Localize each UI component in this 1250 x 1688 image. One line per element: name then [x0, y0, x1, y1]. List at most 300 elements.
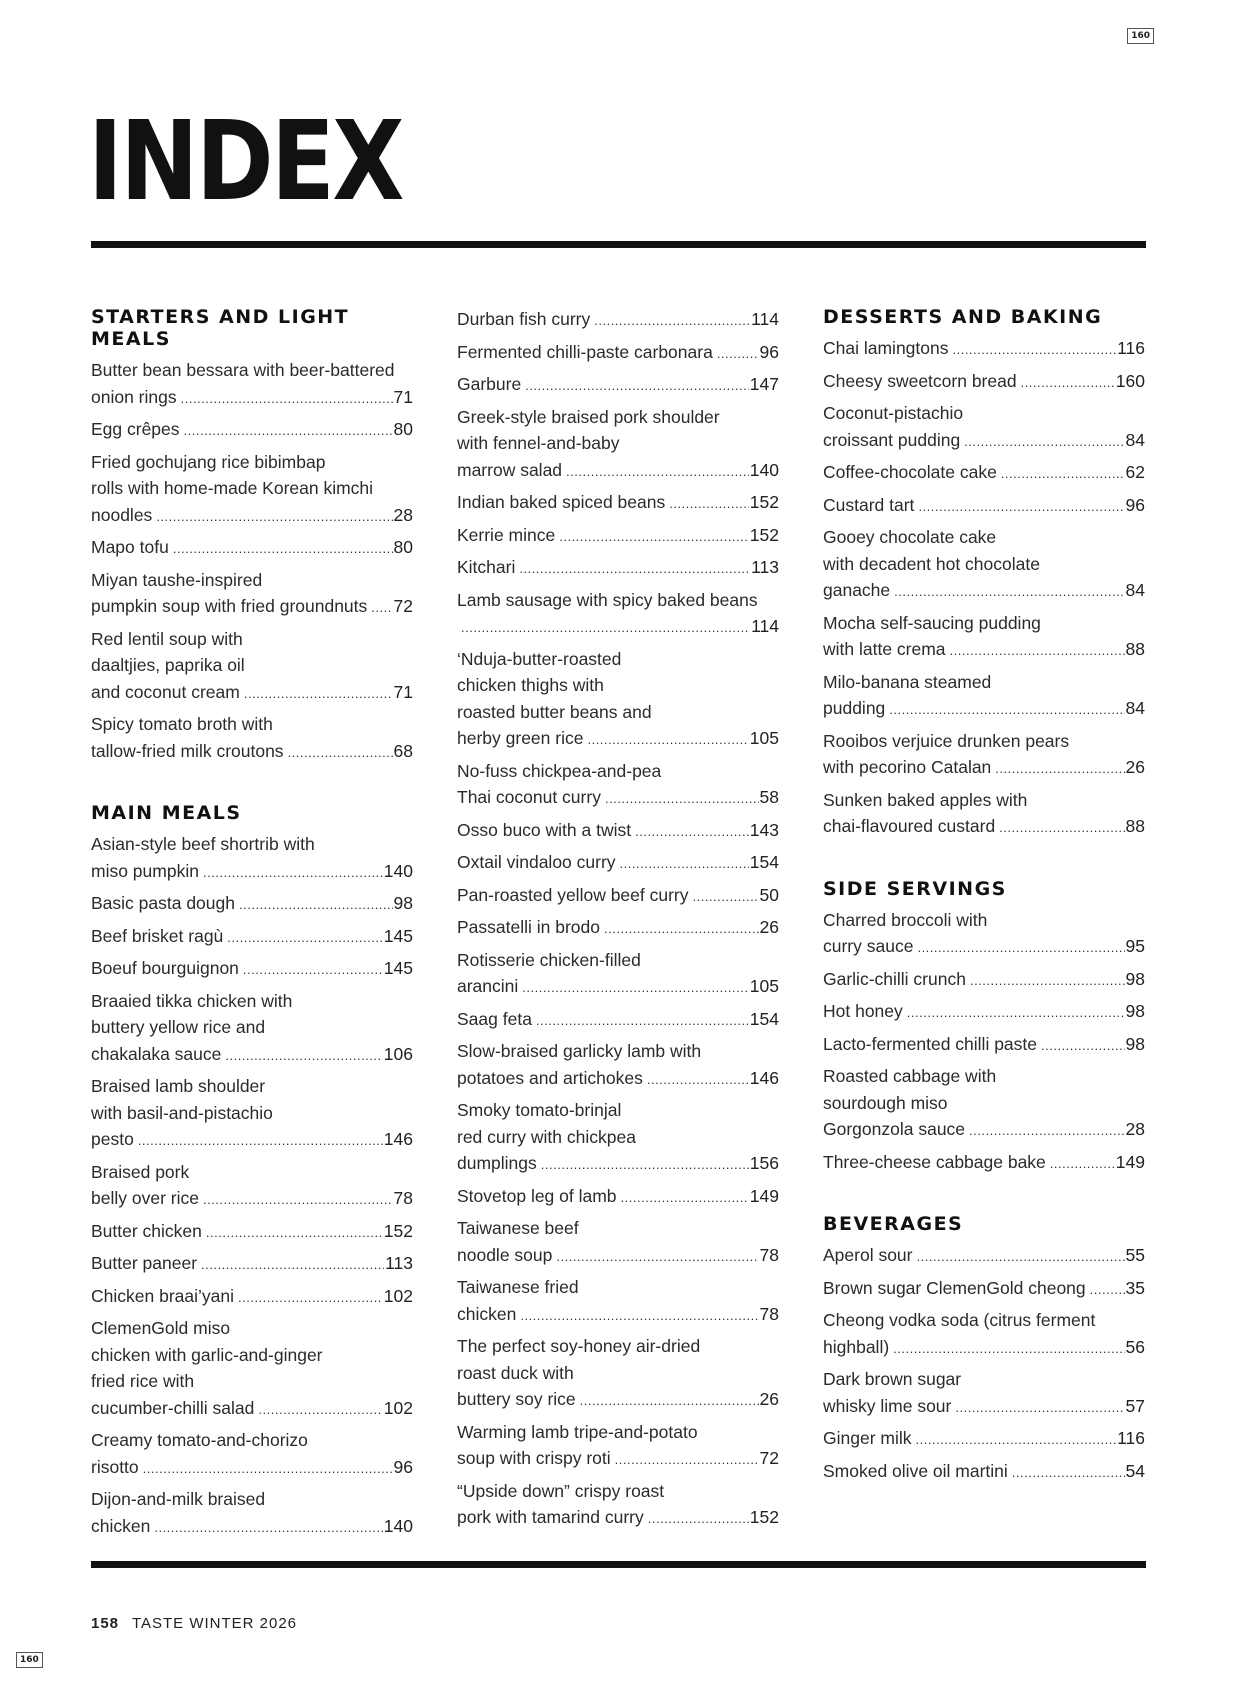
- entry-page-number: 78: [759, 1303, 779, 1324]
- entry-text-line: chai-flavoured custard: [823, 816, 996, 836]
- entry-page-number: 96: [1125, 494, 1145, 515]
- entry-text-line: buttery soy rice: [457, 1389, 576, 1409]
- entry-page-number: 68: [393, 740, 413, 761]
- entry-text-line: belly over rice: [91, 1188, 199, 1208]
- entry-text-line: Cheesy sweetcorn bread: [823, 370, 1017, 391]
- index-entry: [457, 1478, 779, 1533]
- entry-text-line: potatoes and artichokes: [457, 1067, 643, 1088]
- entry-text-line: Hot honey: [823, 1001, 903, 1021]
- dot-leader: [556, 1244, 758, 1271]
- entry-text-line: with fennel-and-baby: [457, 433, 620, 453]
- entry-page-number: 28: [393, 504, 413, 525]
- index-entry: [823, 728, 1145, 783]
- page-box-bottom: 160: [16, 1652, 43, 1668]
- entry-last-line: [91, 923, 413, 952]
- entry-page-number: 140: [749, 459, 779, 480]
- entry-text-line: Rooibos verjuice drunken pears: [823, 730, 1070, 751]
- entry-text-line: Three-cheese cabbage bake: [823, 1151, 1046, 1172]
- entry-last-line: [823, 966, 1145, 995]
- entry-page-number: 71: [393, 681, 413, 702]
- entry-text-line: daaltjies, paprika oil: [91, 655, 245, 675]
- entry-text-line: chicken thighs with: [457, 675, 604, 695]
- dot-leader: [970, 968, 1125, 995]
- index-entry: [457, 1006, 779, 1035]
- entry-page-number: 113: [385, 1253, 413, 1273]
- index-entry: [823, 1242, 1145, 1271]
- entry-page-number: 72: [393, 596, 413, 616]
- index-entry: [457, 882, 779, 911]
- section-heading: STARTERS AND LIGHT MEALS: [91, 306, 350, 350]
- entry-page-number: 84: [1125, 698, 1145, 718]
- entry-text-line: pork with tamarind curry: [457, 1507, 644, 1527]
- dot-leader: [288, 740, 393, 767]
- dot-leader: [917, 1244, 1125, 1271]
- entry-last-line: [457, 522, 779, 551]
- entry-last-line: [823, 459, 1145, 488]
- entry-last-line: [823, 1275, 1145, 1304]
- entry-last-line: [91, 1126, 413, 1155]
- entry-text-line: Rotisserie chicken-filled: [457, 949, 641, 970]
- index-entry: [91, 1315, 413, 1423]
- index-entry: [457, 1215, 779, 1270]
- index-section: [823, 878, 1145, 1178]
- index-entry: [457, 489, 779, 518]
- entry-last-line: [823, 1425, 1145, 1454]
- entry-text-line: and coconut cream: [91, 681, 240, 702]
- dot-leader: [536, 1008, 749, 1035]
- entry-last-line: [457, 1242, 779, 1271]
- entry-page-number: 96: [393, 1456, 413, 1477]
- entry-last-line: [823, 636, 1145, 665]
- index-section: [91, 306, 413, 766]
- index-entry: [823, 1031, 1145, 1060]
- entry-page-number: 145: [383, 958, 413, 978]
- dot-leader: [950, 638, 1125, 665]
- entry-last-line: [823, 1116, 1145, 1145]
- entry-last-line: [91, 384, 413, 413]
- dot-leader: [605, 786, 759, 813]
- entry-text-line: Fermented chilli-paste carbonara: [457, 341, 713, 362]
- entry-last-line: [457, 1150, 779, 1179]
- entry-last-line: [457, 725, 779, 754]
- entry-text-line: Chicken braai’yani: [91, 1285, 234, 1306]
- entry-text-line: chicken: [457, 1303, 517, 1324]
- entry-page-number: 114: [751, 309, 779, 329]
- entry-last-line: [457, 613, 779, 642]
- entry-text-line: The perfect soy-honey air-dried: [457, 1336, 701, 1356]
- dot-leader: [203, 1187, 393, 1214]
- entry-last-line: [457, 1301, 779, 1330]
- entry-text-line: tallow-fried milk croutons: [91, 740, 284, 761]
- entry-text-line: chakalaka sauce: [91, 1043, 222, 1064]
- index-entry: [823, 966, 1145, 995]
- index-entry: [823, 1425, 1145, 1454]
- index-entry: [823, 524, 1145, 606]
- entry-text-line: risotto: [91, 1456, 139, 1477]
- entry-last-line: [91, 416, 413, 445]
- entry-text-line: arancini: [457, 976, 519, 996]
- dot-leader: [894, 579, 1124, 606]
- entry-last-line: [457, 817, 779, 846]
- entry-text-line: Fried gochujang rice bibimbap: [91, 451, 326, 472]
- entry-page-number: 145: [383, 925, 413, 946]
- entry-page-number: 80: [393, 537, 413, 557]
- entry-last-line: [823, 933, 1145, 962]
- entry-last-line: [823, 1149, 1145, 1178]
- index-entry: [91, 890, 413, 919]
- entry-last-line: [91, 1218, 413, 1247]
- entry-text-line: Warming lamb tripe-and-potato: [457, 1421, 698, 1442]
- entry-text-line: croissant pudding: [823, 429, 961, 450]
- entry-text-line: Ginger milk: [823, 1428, 912, 1448]
- index-entry: [823, 1307, 1145, 1362]
- entry-last-line: [457, 914, 779, 943]
- entry-last-line: [823, 1458, 1145, 1487]
- entry-text-line: highball): [823, 1336, 890, 1357]
- entry-page-number: 147: [749, 374, 779, 394]
- entry-last-line: [823, 368, 1145, 397]
- entry-text-line: buttery yellow rice and: [91, 1017, 266, 1037]
- entry-text-line: Pan-roasted yellow beef curry: [457, 884, 689, 905]
- entry-last-line: [91, 1185, 413, 1214]
- index-entry: [91, 711, 413, 766]
- dot-leader: [635, 819, 749, 846]
- dot-leader: [203, 860, 383, 887]
- entry-last-line: [91, 955, 413, 984]
- dot-leader: [520, 1303, 758, 1330]
- entry-text-line: Egg crêpes: [91, 419, 180, 439]
- entry-page-number: 140: [383, 1515, 413, 1536]
- entry-text-line: noodles: [91, 504, 153, 525]
- dot-leader: [566, 459, 749, 486]
- dot-leader: [955, 1395, 1124, 1422]
- index-section: [823, 1213, 1145, 1486]
- entry-last-line: [91, 1250, 413, 1279]
- entry-last-line: [457, 1006, 779, 1035]
- dot-leader: [181, 386, 393, 413]
- dot-leader: [184, 418, 393, 445]
- entry-text-line: Custard tart: [823, 494, 915, 515]
- entry-page-number: 160: [1115, 370, 1145, 391]
- dot-leader: [918, 494, 1124, 521]
- entry-text-line: Braaied tikka chicken with: [91, 990, 293, 1011]
- entry-page-number: 84: [1125, 429, 1145, 450]
- index-entry: [823, 669, 1145, 724]
- dot-leader: [225, 1043, 382, 1070]
- index-entry: [457, 1274, 779, 1329]
- entry-text-line: Taiwanese beef: [457, 1218, 579, 1238]
- entry-page-number: 146: [383, 1129, 413, 1149]
- dot-leader: [1041, 1033, 1125, 1060]
- index-entry: [91, 923, 413, 952]
- index-entry: [823, 610, 1145, 665]
- index-entry: [91, 1283, 413, 1312]
- entry-last-line: [457, 1504, 779, 1533]
- entry-last-line: [823, 998, 1145, 1027]
- index-entry: [91, 831, 413, 886]
- page-footer: [91, 1615, 297, 1632]
- dot-leader: [1090, 1277, 1125, 1304]
- entry-last-line: [91, 534, 413, 563]
- dot-leader: [138, 1128, 383, 1155]
- entry-last-line: [457, 784, 779, 813]
- entry-page-number: 114: [751, 616, 779, 636]
- index-entry: [823, 998, 1145, 1027]
- index-entry: [91, 534, 413, 563]
- dot-leader: [559, 524, 749, 551]
- entry-page-number: 116: [1117, 338, 1145, 358]
- entry-text-line: Durban fish curry: [457, 309, 591, 329]
- index-entry: [91, 1250, 413, 1279]
- index-entry: [91, 1073, 413, 1155]
- entry-text-line: Butter paneer: [91, 1253, 198, 1273]
- entry-text-line: with latte crema: [823, 639, 946, 659]
- index-entry: [457, 1038, 779, 1093]
- entry-text-line: dumplings: [457, 1153, 537, 1173]
- footer-page-number: 158: [91, 1615, 120, 1632]
- dot-leader: [893, 1336, 1124, 1363]
- entry-last-line: [823, 1393, 1145, 1422]
- entry-page-number: 143: [749, 819, 779, 840]
- entry-text-line: roast duck with: [457, 1362, 574, 1383]
- entry-page-number: 55: [1125, 1245, 1145, 1265]
- entry-page-number: 152: [749, 1507, 779, 1527]
- dot-leader: [999, 815, 1124, 842]
- index-entry: [823, 1458, 1145, 1487]
- dot-leader: [1021, 370, 1115, 397]
- index-entry: [91, 449, 413, 531]
- entry-page-number: 78: [759, 1244, 779, 1265]
- dot-leader: [620, 851, 749, 878]
- dot-leader: [917, 935, 1124, 962]
- entry-text-line: Mapo tofu: [91, 537, 169, 557]
- index-entry: [457, 1419, 779, 1474]
- index-entry: [457, 554, 779, 583]
- index-section: [91, 802, 413, 1541]
- entry-text-line: Greek-style braised pork shoulder: [457, 406, 720, 427]
- entry-page-number: 71: [393, 386, 413, 407]
- dot-leader: [525, 373, 749, 400]
- index-entry: [823, 368, 1145, 397]
- entry-page-number: 149: [1115, 1151, 1145, 1172]
- entry-text-line: pudding: [823, 698, 886, 718]
- entry-last-line: [823, 1031, 1145, 1060]
- entry-text-line: miso pumpkin: [91, 860, 199, 881]
- entry-page-number: 149: [749, 1185, 779, 1206]
- entry-last-line: [91, 858, 413, 887]
- entry-text-line: Milo-banana steamed: [823, 671, 992, 692]
- entry-last-line: [457, 489, 779, 518]
- entry-page-number: 152: [383, 1220, 413, 1241]
- dot-leader: [206, 1220, 383, 1247]
- entry-text-line: Coffee-chocolate cake: [823, 462, 997, 482]
- entry-text-line: Kitchari: [457, 557, 516, 577]
- entry-page-number: 35: [1125, 1277, 1145, 1298]
- entry-last-line: [823, 813, 1145, 842]
- entry-text-line: No-fuss chickpea-and-pea: [457, 760, 662, 781]
- index-entry: [823, 1149, 1145, 1178]
- top-rule: [91, 241, 1146, 248]
- entry-last-line: [91, 890, 413, 919]
- entry-text-line: chicken: [91, 1515, 151, 1536]
- entry-page-number: 154: [749, 1008, 779, 1029]
- entry-text-line: with pecorino Catalan: [823, 757, 992, 777]
- index-entry: [823, 787, 1145, 842]
- dot-leader: [201, 1252, 384, 1279]
- entry-text-line: herby green rice: [457, 728, 584, 748]
- dot-leader: [519, 556, 750, 583]
- dot-leader: [541, 1152, 749, 1179]
- entry-page-number: 58: [759, 787, 779, 807]
- dot-leader: [258, 1397, 382, 1424]
- entry-page-number: 98: [1125, 1033, 1145, 1054]
- index-entry: [457, 404, 779, 486]
- entry-text-line: Mocha self-saucing pudding: [823, 612, 1041, 633]
- entry-text-line: with basil-and-pistachio: [91, 1102, 273, 1123]
- entry-text-line: ‘Nduja-butter-roasted: [457, 648, 622, 669]
- entry-text-line: fried rice with: [91, 1371, 195, 1391]
- entry-text-line: whisky lime sour: [823, 1395, 952, 1416]
- dot-leader: [907, 1000, 1125, 1027]
- index-entry: [91, 1218, 413, 1247]
- dot-leader: [143, 1456, 393, 1483]
- dot-leader: [587, 727, 748, 754]
- entry-last-line: [823, 492, 1145, 521]
- entry-text-line: curry sauce: [823, 936, 914, 956]
- entry-text-line: Spicy tomato broth with: [91, 714, 273, 734]
- entry-text-line: soup with crispy roti: [457, 1448, 611, 1468]
- dot-leader: [693, 884, 759, 911]
- entry-text-line: Red lentil soup with: [91, 628, 243, 649]
- index-entry: [823, 459, 1145, 488]
- entry-text-line: ClemenGold miso: [91, 1318, 231, 1338]
- entry-page-number: 56: [1125, 1336, 1145, 1357]
- entry-last-line: [457, 339, 779, 368]
- dot-leader: [238, 1285, 383, 1312]
- entry-last-line: [91, 1454, 413, 1483]
- entry-last-line: [91, 502, 413, 531]
- entry-text-line: Garbure: [457, 374, 522, 394]
- index-section: [823, 306, 1145, 842]
- entry-last-line: [823, 754, 1145, 783]
- index-entry: [457, 339, 779, 368]
- entry-page-number: 57: [1125, 1395, 1145, 1416]
- index-entry: [91, 988, 413, 1070]
- entry-page-number: 28: [1125, 1119, 1145, 1139]
- entry-text-line: sourdough miso: [823, 1092, 948, 1113]
- entry-text-line: Boeuf bourguignon: [91, 958, 239, 978]
- dot-leader: [461, 615, 750, 642]
- page-box-top: 160: [1127, 28, 1154, 44]
- dot-leader: [647, 1067, 749, 1094]
- section-heading: MAIN MEALS: [91, 802, 242, 824]
- index-entry: [91, 416, 413, 445]
- entry-text-line: Kerrie mince: [457, 524, 556, 545]
- entry-last-line: [91, 738, 413, 767]
- entry-page-number: 88: [1125, 639, 1145, 659]
- entry-text-line: Lamb sausage with spicy baked beans: [457, 589, 758, 610]
- entry-page-number: 156: [749, 1153, 779, 1173]
- entry-text-line: Cheong vodka soda (citrus ferment: [823, 1310, 1096, 1330]
- entry-text-line: with decadent hot chocolate: [823, 553, 1040, 574]
- entry-text-line: Garlic-chilli crunch: [823, 968, 966, 989]
- index-column-1: [91, 306, 413, 1545]
- index-entry: [91, 1486, 413, 1541]
- entry-last-line: [91, 1395, 413, 1424]
- entry-text-line: Creamy tomato-and-chorizo: [91, 1430, 308, 1450]
- entry-text-line: Roasted cabbage with: [823, 1066, 997, 1086]
- section-heading: SIDE SERVINGS: [823, 877, 1007, 900]
- bottom-rule: [91, 1561, 1146, 1568]
- index-entry: [457, 646, 779, 754]
- entry-page-number: 98: [1125, 968, 1145, 989]
- dot-leader: [604, 916, 759, 943]
- entry-text-line: “Upside down” crispy roast: [457, 1480, 665, 1501]
- dot-leader: [243, 957, 383, 984]
- entry-text-line: noodle soup: [457, 1244, 553, 1265]
- index-entry: [823, 492, 1145, 521]
- dot-leader: [669, 491, 749, 518]
- entry-last-line: [823, 335, 1145, 364]
- index-entry: [457, 758, 779, 813]
- entry-text-line: Gorgonzola sauce: [823, 1119, 966, 1139]
- entry-last-line: [457, 554, 779, 583]
- index-section: [457, 306, 779, 1533]
- entry-text-line: Asian-style beef shortrib with: [91, 834, 315, 854]
- dot-leader: [964, 429, 1124, 456]
- entry-text-line: Smoked olive oil martini: [823, 1460, 1008, 1481]
- dot-leader: [995, 756, 1124, 783]
- entry-page-number: 62: [1125, 462, 1145, 482]
- section-heading: DESSERTS AND BAKING: [823, 306, 1103, 328]
- entry-last-line: [91, 1283, 413, 1312]
- entry-last-line: [457, 973, 779, 1002]
- entry-text-line: Passatelli in brodo: [457, 917, 600, 937]
- entry-last-line: [91, 679, 413, 708]
- entry-last-line: [457, 849, 779, 878]
- entry-text-line: Beef brisket ragù: [91, 925, 224, 946]
- entry-text-line: Butter bean bessara with beer-battered: [91, 360, 395, 380]
- entry-text-line: roasted butter beans and: [457, 701, 652, 722]
- dot-leader: [227, 925, 383, 952]
- entry-page-number: 102: [383, 1285, 413, 1306]
- index-entry: [91, 1159, 413, 1214]
- section-heading: BEVERAGES: [823, 1213, 964, 1235]
- index-entry: [457, 306, 779, 335]
- dot-leader: [1001, 461, 1125, 488]
- entry-text-line: chicken with garlic-and-ginger: [91, 1344, 323, 1365]
- index-entry: [823, 1063, 1145, 1145]
- dot-leader: [1012, 1460, 1125, 1487]
- index-column-3: [823, 306, 1145, 1490]
- index-entry: [823, 1366, 1145, 1421]
- entry-text-line: pumpkin soup with fried groundnuts: [91, 596, 368, 616]
- entry-text-line: Coconut-pistachio: [823, 403, 964, 423]
- entry-text-line: Butter chicken: [91, 1220, 202, 1241]
- entry-page-number: 84: [1125, 580, 1145, 600]
- entry-last-line: [91, 1041, 413, 1070]
- index-entry: [823, 400, 1145, 455]
- page-title: INDEX: [88, 97, 402, 225]
- dot-leader: [522, 975, 749, 1002]
- entry-text-line: Thai coconut curry: [457, 787, 601, 807]
- entry-text-line: rolls with home-made Korean kimchi: [91, 478, 374, 498]
- index-entry: [457, 1183, 779, 1212]
- dot-leader: [648, 1506, 749, 1533]
- index-entry: [91, 955, 413, 984]
- entry-last-line: [457, 1183, 779, 1212]
- entry-page-number: 102: [383, 1397, 413, 1418]
